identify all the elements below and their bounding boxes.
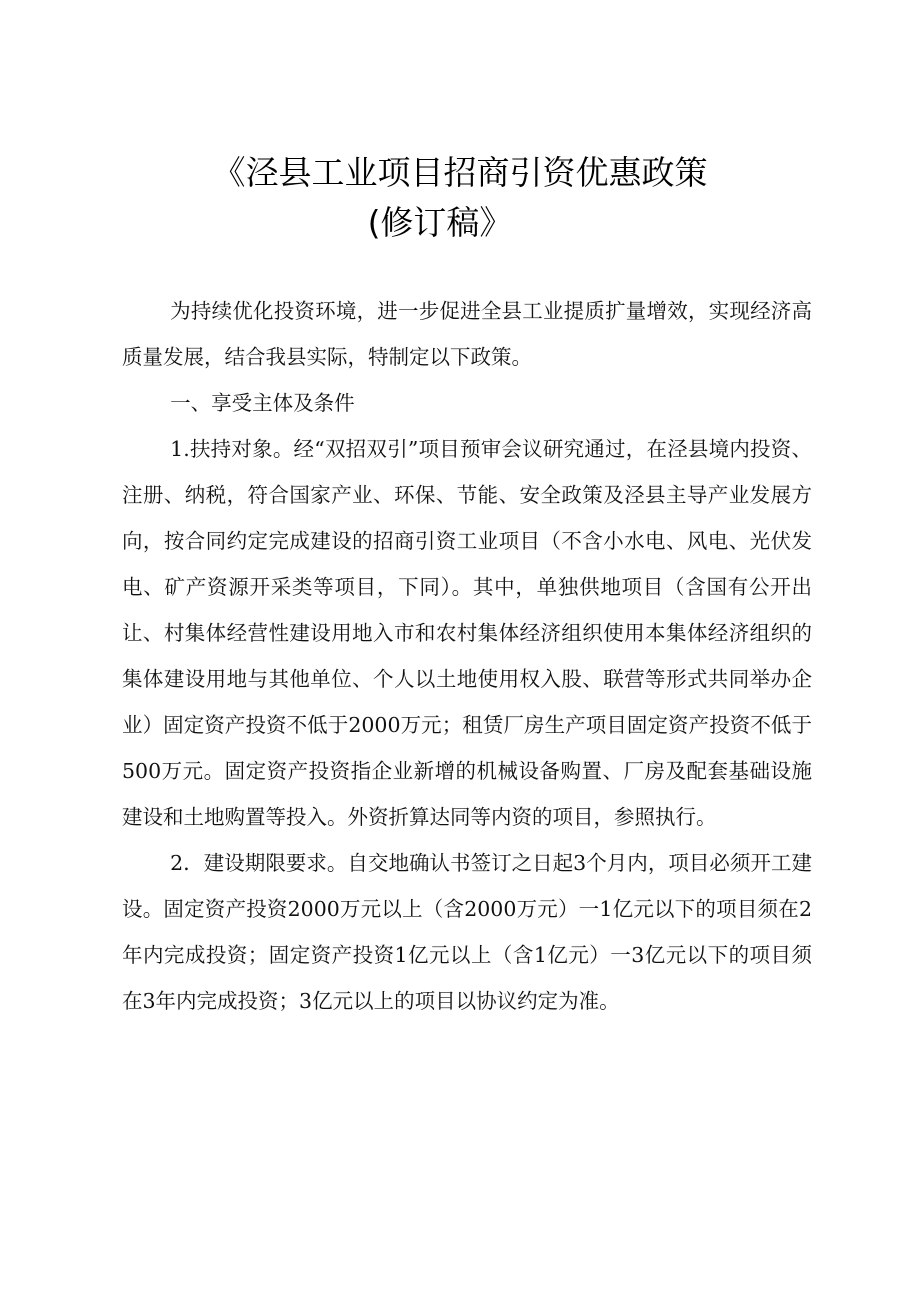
- section-heading-1: 一、享受主体及条件: [170, 391, 355, 415]
- document-title: [0, 148, 920, 248]
- paragraph-construction-period: 2．建设期限要求。自交地确认书签订之日起3个月内，项目必须开工建设。固定资产投资2000万元以上（含2000万元）一1亿元以下的项目须在2年内完成投资；固定资产投资1亿元以上（含1亿元）一3亿元以下的项目须在3年内完成投资；3亿元以上的项目以协议约定为准。: [122, 851, 812, 1013]
- paragraph-support-target: 1.扶持对象。经“双招双引”项目预审会议研究通过，在泾县境内投资、注册、纳税，符合国家产业、环保、节能、安全政策及泾县主导产业发展方向，按合同约定完成建设的招商引资工业项目（不含小水电、风电、光伏发电、矿产资源开采类等项目，下同）。其中，单独供地项目（含国有公开出让、村集体经营性建设用地入市和农村集体经济组织使用本集体经济组织的集体建设用地与其他单位、个人以土地使用权入股、联营等形式共同举办企业）固定资产投资不低于2000万元；租赁厂房生产项目固定资产投资不低于500万元。固定资产投资指企业新增的机械设备购置、厂房及配套基础设施建设和土地购置等投入。外资折算达同等内资的项目，参照执行。: [122, 437, 812, 829]
- title-line-1: 《泾县工业项目招商引资优惠政策: [212, 153, 708, 192]
- title-line-2: (修订稿》: [367, 203, 513, 242]
- document-body: [122, 288, 812, 1024]
- paragraph-intro: 为持续优化投资环境，进一步促进全县工业提质扩量增效，实现经济高质量发展，结合我县实际，特制定以下政策。: [122, 299, 812, 369]
